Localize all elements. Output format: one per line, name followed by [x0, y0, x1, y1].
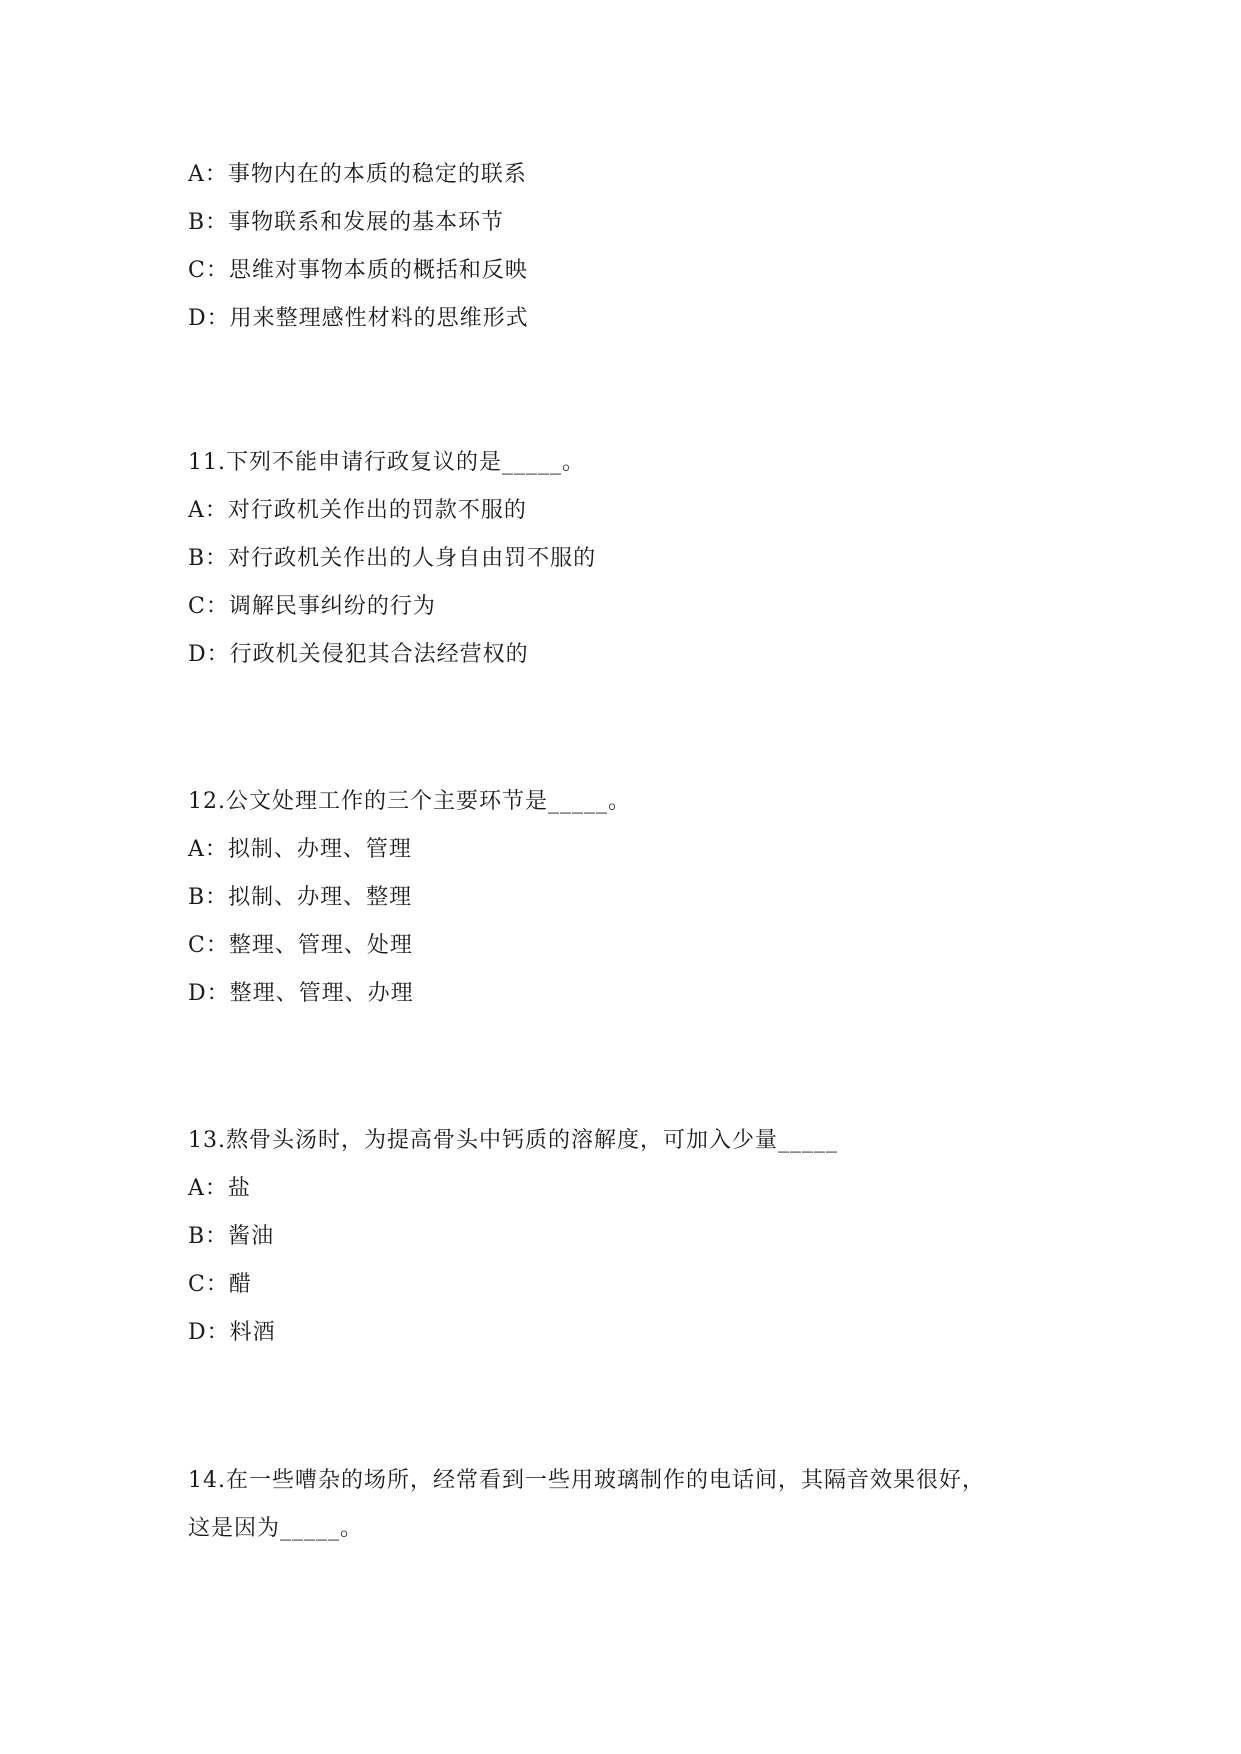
q11-option-d: D：行政机关侵犯其合法经营权的: [188, 642, 529, 667]
q13-option-c: C：醋: [188, 1272, 252, 1297]
q13-stem: 13.熬骨头汤时，为提高骨头中钙质的溶解度，可加入少量_____: [188, 1128, 838, 1153]
prev-option-d: D：用来整理感性材料的思维形式: [188, 306, 529, 331]
q11-stem: 11.下列不能申请行政复议的是_____。: [188, 450, 585, 475]
prev-option-b: B：事物联系和发展的基本环节: [188, 210, 505, 235]
q11-option-c: C：调解民事纠纷的行为: [188, 594, 436, 619]
q12-option-d: D：整理、管理、办理: [188, 981, 414, 1006]
q13-option-a: A：盐: [188, 1176, 251, 1201]
q12-option-b: B：拟制、办理、整理: [188, 885, 413, 910]
q14-stem-line2: 这是因为_____。: [188, 1516, 364, 1541]
q11-option-b: B：对行政机关作出的人身自由罚不服的: [188, 546, 597, 571]
q13-option-b: B：酱油: [188, 1224, 275, 1249]
q12-stem: 12.公文处理工作的三个主要环节是_____。: [188, 789, 631, 814]
q12-option-a: A：拟制、办理、管理: [188, 837, 412, 862]
q13-option-d: D：料酒: [188, 1320, 276, 1345]
q12-option-c: C：整理、管理、处理: [188, 933, 413, 958]
prev-option-a: A：事物内在的本质的稳定的联系: [188, 162, 527, 187]
prev-option-c: C：思维对事物本质的概括和反映: [188, 258, 528, 283]
q11-option-a: A：对行政机关作出的罚款不服的: [188, 498, 527, 523]
q14-stem-line1: 14.在一些嘈杂的场所，经常看到一些用玻璃制作的电话间，其隔音效果很好，: [188, 1468, 985, 1493]
